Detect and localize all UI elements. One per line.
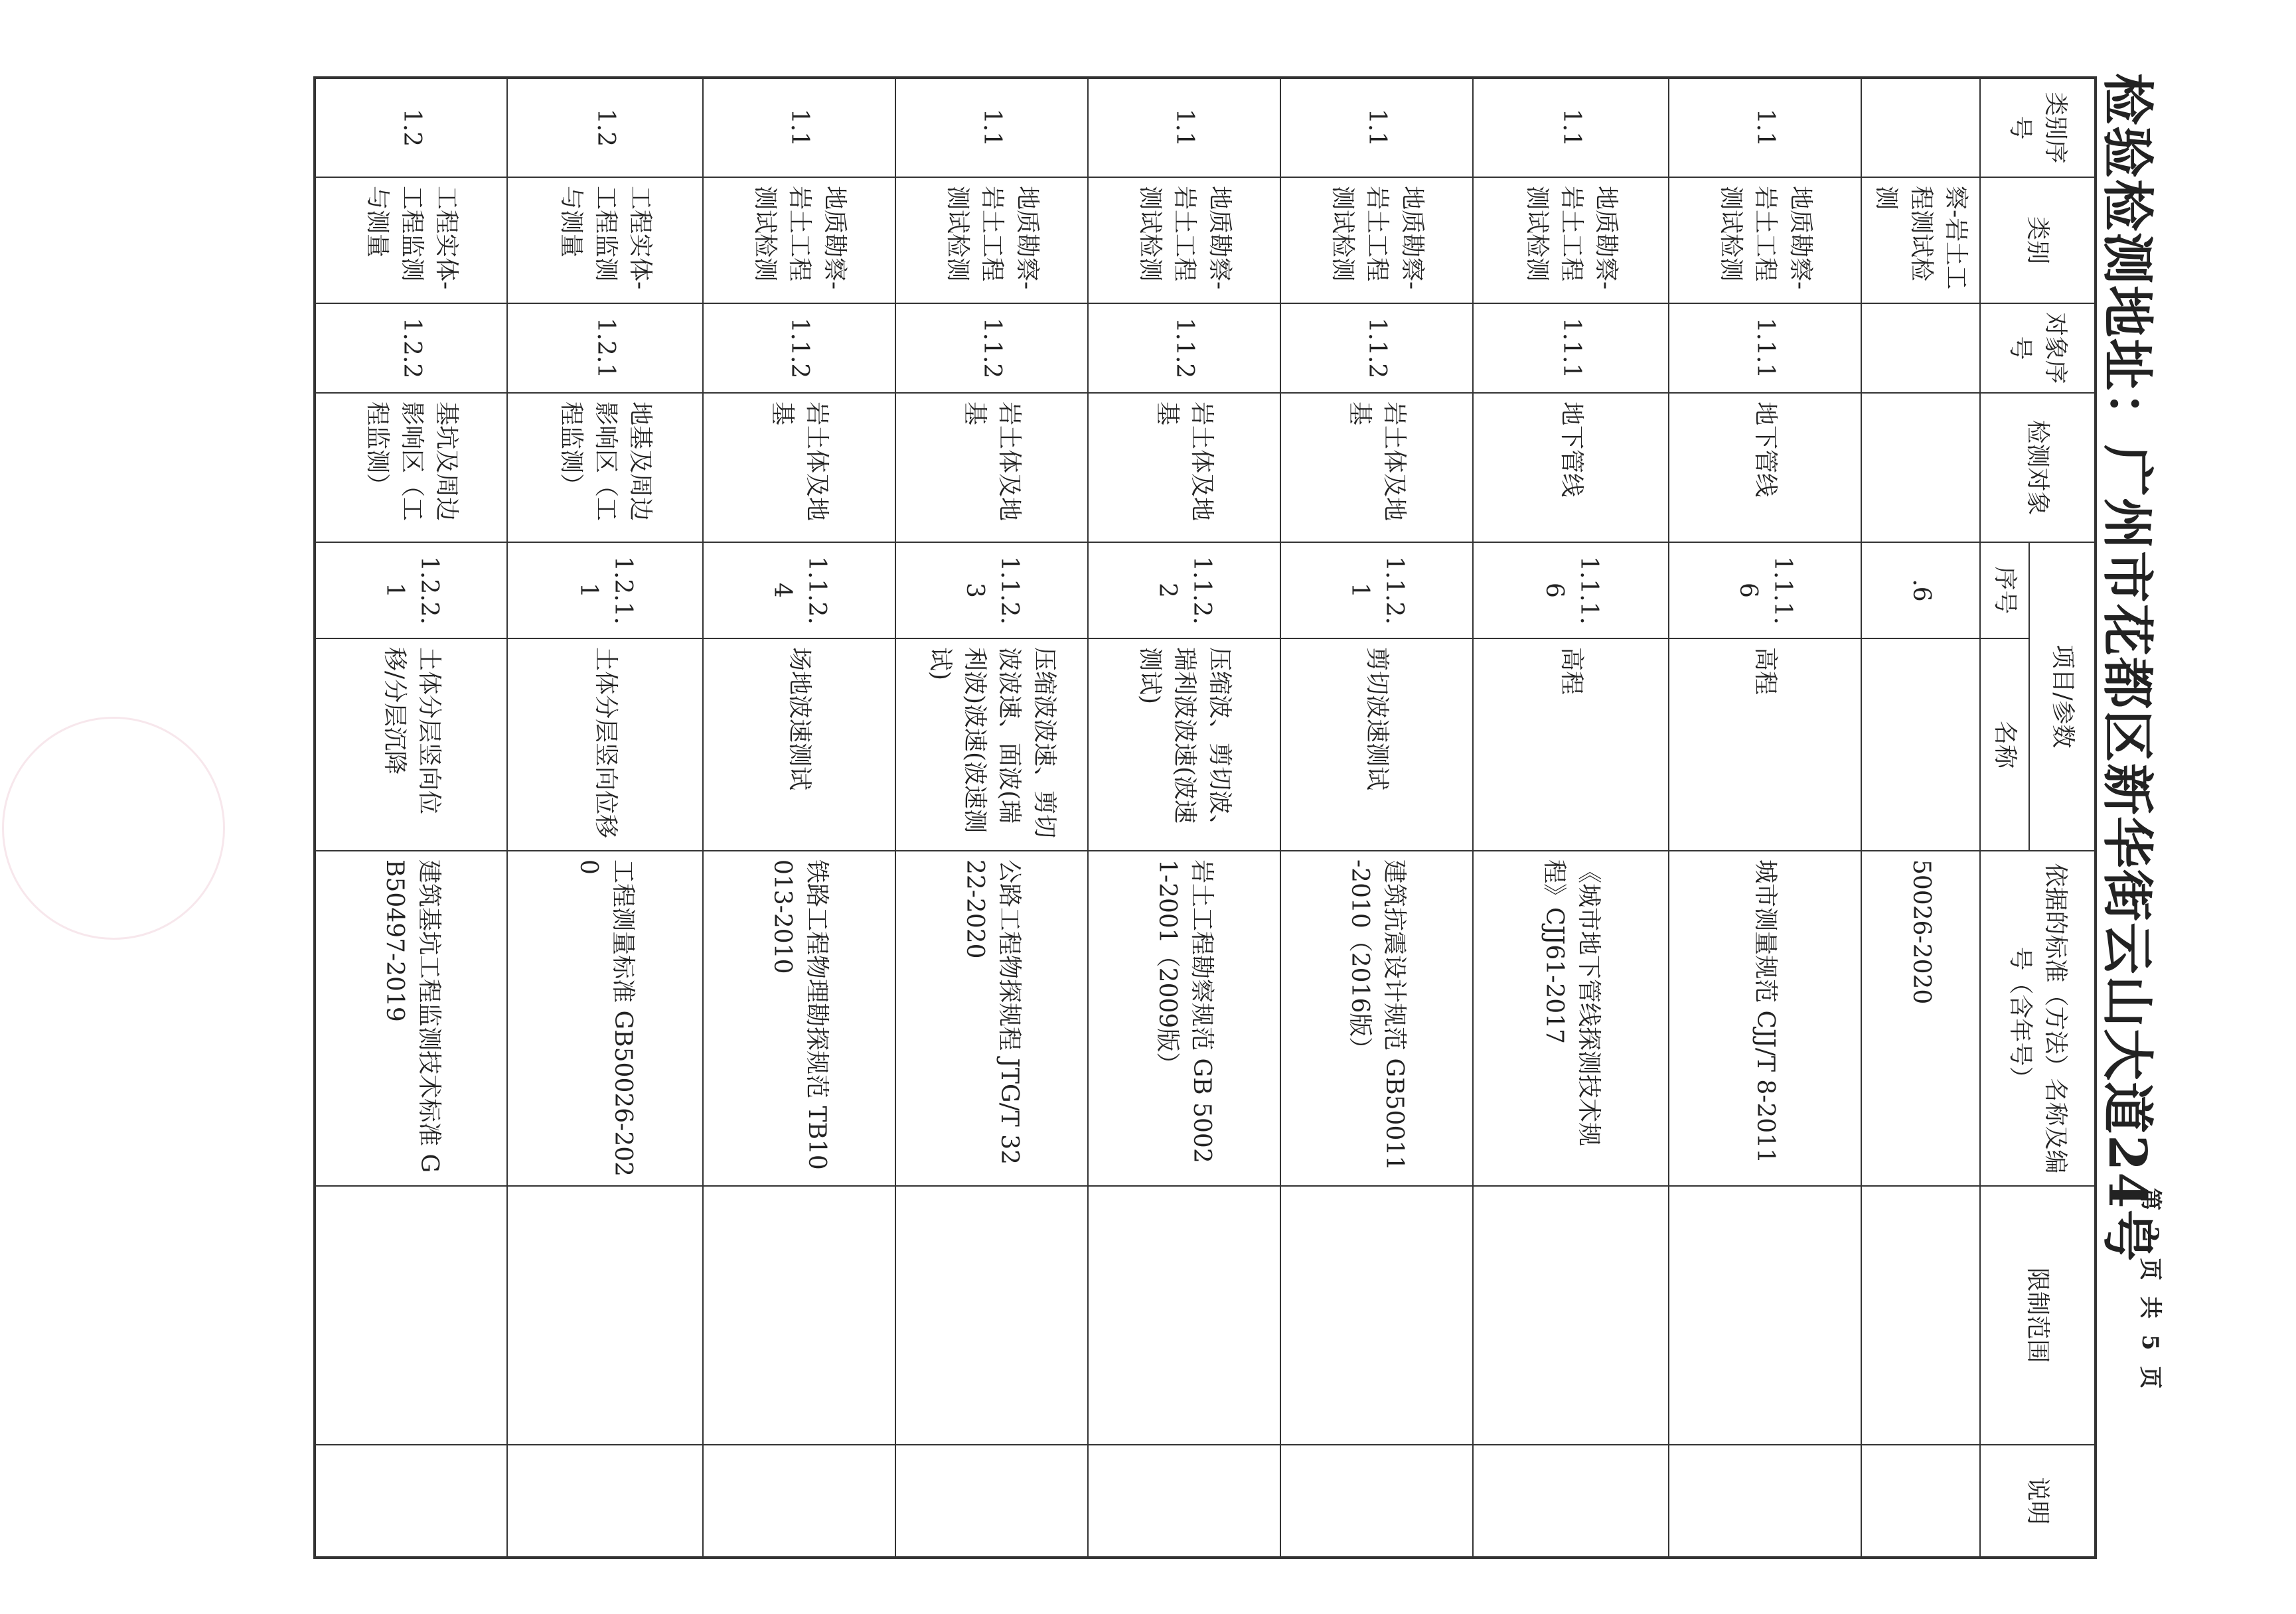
cell-object: 岩土体及地基 bbox=[1088, 393, 1280, 542]
cell-note bbox=[315, 1445, 507, 1558]
cell-standard: 铁路工程物理勘探规范 TB10013-2010 bbox=[703, 851, 895, 1186]
cell-category-no: 1.2 bbox=[507, 78, 703, 177]
cell-item-no: .6 bbox=[1861, 542, 1980, 638]
cell-note bbox=[1280, 1445, 1473, 1558]
table-row bbox=[1088, 78, 1280, 1558]
cell-note bbox=[1669, 1445, 1861, 1558]
cell-item-no: 1.1.2.1 bbox=[1280, 542, 1473, 638]
cell-category: 察-岩土工程测试检测 bbox=[1861, 177, 1980, 303]
cell-object-no: 1.2.2 bbox=[315, 303, 507, 393]
cell-object-no bbox=[1861, 303, 1980, 393]
cell-category: 地质勘察-岩土工程测试检测 bbox=[1473, 177, 1669, 303]
header-note: 说明 bbox=[1980, 1445, 2096, 1558]
cell-item-name: 土体分层竖向位移/分层沉降 bbox=[315, 638, 507, 851]
cell-object-no: 1.2.1 bbox=[507, 303, 703, 393]
header-standard: 依据的标准（方法）名称及编号（含年号） bbox=[1980, 851, 2096, 1186]
cell-item-name bbox=[1861, 638, 1980, 851]
cell-object: 岩土体及地基 bbox=[1280, 393, 1473, 542]
cell-object: 基坑及周边影响区（工程监测） bbox=[315, 393, 507, 542]
table-row bbox=[703, 78, 895, 1558]
cell-note bbox=[895, 1445, 1088, 1558]
cell-item-no: 1.2.2.1 bbox=[315, 542, 507, 638]
header-object: 检测对象 bbox=[1980, 393, 2096, 542]
cell-note bbox=[1088, 1445, 1280, 1558]
seal-stamp bbox=[2, 717, 225, 940]
cell-item-no: 1.1.2.4 bbox=[703, 542, 895, 638]
cell-category: 地质勘察-岩土工程测试检测 bbox=[703, 177, 895, 303]
cell-limit bbox=[1088, 1186, 1280, 1445]
cell-limit bbox=[1861, 1186, 1980, 1445]
cell-category: 工程实体-工程监测与测量 bbox=[315, 177, 507, 303]
cell-object: 地基及周边影响区（工程监测） bbox=[507, 393, 703, 542]
cell-item-name: 压缩波波速、剪切波波速、面波(瑞利波)波速(波速测试) bbox=[895, 638, 1088, 851]
cell-object-no: 1.1.2 bbox=[703, 303, 895, 393]
header-category: 类别 bbox=[1980, 177, 2096, 303]
cell-category: 地质勘察-岩土工程测试检测 bbox=[1669, 177, 1861, 303]
cell-item-no: 1.1.1.6 bbox=[1669, 542, 1861, 638]
cell-object-no: 1.1.1 bbox=[1669, 303, 1861, 393]
cell-item-name: 场地波速测试 bbox=[703, 638, 895, 851]
cell-item-no: 1.1.2.2 bbox=[1088, 542, 1280, 638]
cell-standard: 岩土工程勘察规范 GB 50021-2001（2009版） bbox=[1088, 851, 1280, 1186]
cell-note bbox=[1861, 1445, 1980, 1558]
inspection-scope-table bbox=[313, 76, 2097, 1559]
cell-limit bbox=[895, 1186, 1088, 1445]
cell-limit bbox=[507, 1186, 703, 1445]
cell-category-no: 1.1 bbox=[1669, 78, 1861, 177]
cell-object bbox=[1861, 393, 1980, 542]
page-title: 检验检测地址：广州市花都区新华街云山大道24号 bbox=[2097, 73, 2157, 1263]
cell-category: 地质勘察-岩土工程测试检测 bbox=[1088, 177, 1280, 303]
cell-note bbox=[507, 1445, 703, 1558]
cell-limit bbox=[1669, 1186, 1861, 1445]
cell-item-name: 剪切波速测试 bbox=[1280, 638, 1473, 851]
cell-standard: 城市测量规范 CJJ/T 8-2011 bbox=[1669, 851, 1861, 1186]
table-row bbox=[1861, 78, 1980, 1558]
header-item-no: 序号 bbox=[1980, 542, 2029, 638]
cell-standard: 建筑基坑工程监测技术标准 GB50497-2019 bbox=[315, 851, 507, 1186]
cell-note bbox=[703, 1445, 895, 1558]
table-row bbox=[895, 78, 1088, 1558]
cell-limit bbox=[703, 1186, 895, 1445]
table-row bbox=[315, 78, 507, 1558]
cell-object: 岩土体及地基 bbox=[895, 393, 1088, 542]
cell-standard: 《城市地下管线探测技术规程》CJJ61-2017 bbox=[1473, 851, 1669, 1186]
cell-category-no: 1.1 bbox=[1088, 78, 1280, 177]
cell-category-no: 1.1 bbox=[1280, 78, 1473, 177]
cell-item-name: 高程 bbox=[1669, 638, 1861, 851]
cell-object-no: 1.1.2 bbox=[895, 303, 1088, 393]
cell-limit bbox=[315, 1186, 507, 1445]
cell-category-no: 1.1 bbox=[703, 78, 895, 177]
cell-category-no bbox=[1861, 78, 1980, 177]
cell-category: 工程实体-工程监测与测量 bbox=[507, 177, 703, 303]
cell-object-no: 1.1.2 bbox=[1280, 303, 1473, 393]
table-row bbox=[507, 78, 703, 1558]
cell-category-no: 1.1 bbox=[895, 78, 1088, 177]
cell-category: 地质勘察-岩土工程测试检测 bbox=[895, 177, 1088, 303]
header-item-group: 项目/参数 bbox=[2029, 542, 2096, 851]
cell-item-no: 1.2.1.1 bbox=[507, 542, 703, 638]
cell-item-name: 土体分层竖向位移 bbox=[507, 638, 703, 851]
cell-limit bbox=[1473, 1186, 1669, 1445]
cell-category-no: 1.2 bbox=[315, 78, 507, 177]
page-indicator: 第 2 页 共 5 页 bbox=[2137, 1188, 2163, 1393]
cell-note bbox=[1473, 1445, 1669, 1558]
cell-item-no: 1.1.2.3 bbox=[895, 542, 1088, 638]
cell-standard: 工程测量标准 GB50026-2020 bbox=[507, 851, 703, 1186]
cell-object-no: 1.1.1 bbox=[1473, 303, 1669, 393]
cell-object: 地下管线 bbox=[1669, 393, 1861, 542]
cell-standard: 建筑抗震设计规范 GB50011-2010（2016版） bbox=[1280, 851, 1473, 1186]
table-row bbox=[1669, 78, 1861, 1558]
cell-item-name: 高程 bbox=[1473, 638, 1669, 851]
header-limit: 限制范围 bbox=[1980, 1186, 2096, 1445]
cell-standard: 公路工程物探规程 JTG/T 3222-2020 bbox=[895, 851, 1088, 1186]
cell-category: 地质勘察-岩土工程测试检测 bbox=[1280, 177, 1473, 303]
cell-limit bbox=[1280, 1186, 1473, 1445]
cell-item-name: 压缩波、剪切波、瑞利波波速(波速测试) bbox=[1088, 638, 1280, 851]
cell-standard: 50026-2020 bbox=[1861, 851, 1980, 1186]
cell-category-no: 1.1 bbox=[1473, 78, 1669, 177]
header-item-name: 名称 bbox=[1980, 638, 2029, 851]
table-row bbox=[1473, 78, 1669, 1558]
table-row bbox=[1280, 78, 1473, 1558]
cell-object: 岩土体及地基 bbox=[703, 393, 895, 542]
cell-item-no: 1.1.1.6 bbox=[1473, 542, 1669, 638]
header-object-no: 对象序号 bbox=[1980, 303, 2096, 393]
header-category-no: 类别序号 bbox=[1980, 78, 2096, 177]
cell-object-no: 1.1.2 bbox=[1088, 303, 1280, 393]
cell-object: 地下管线 bbox=[1473, 393, 1669, 542]
